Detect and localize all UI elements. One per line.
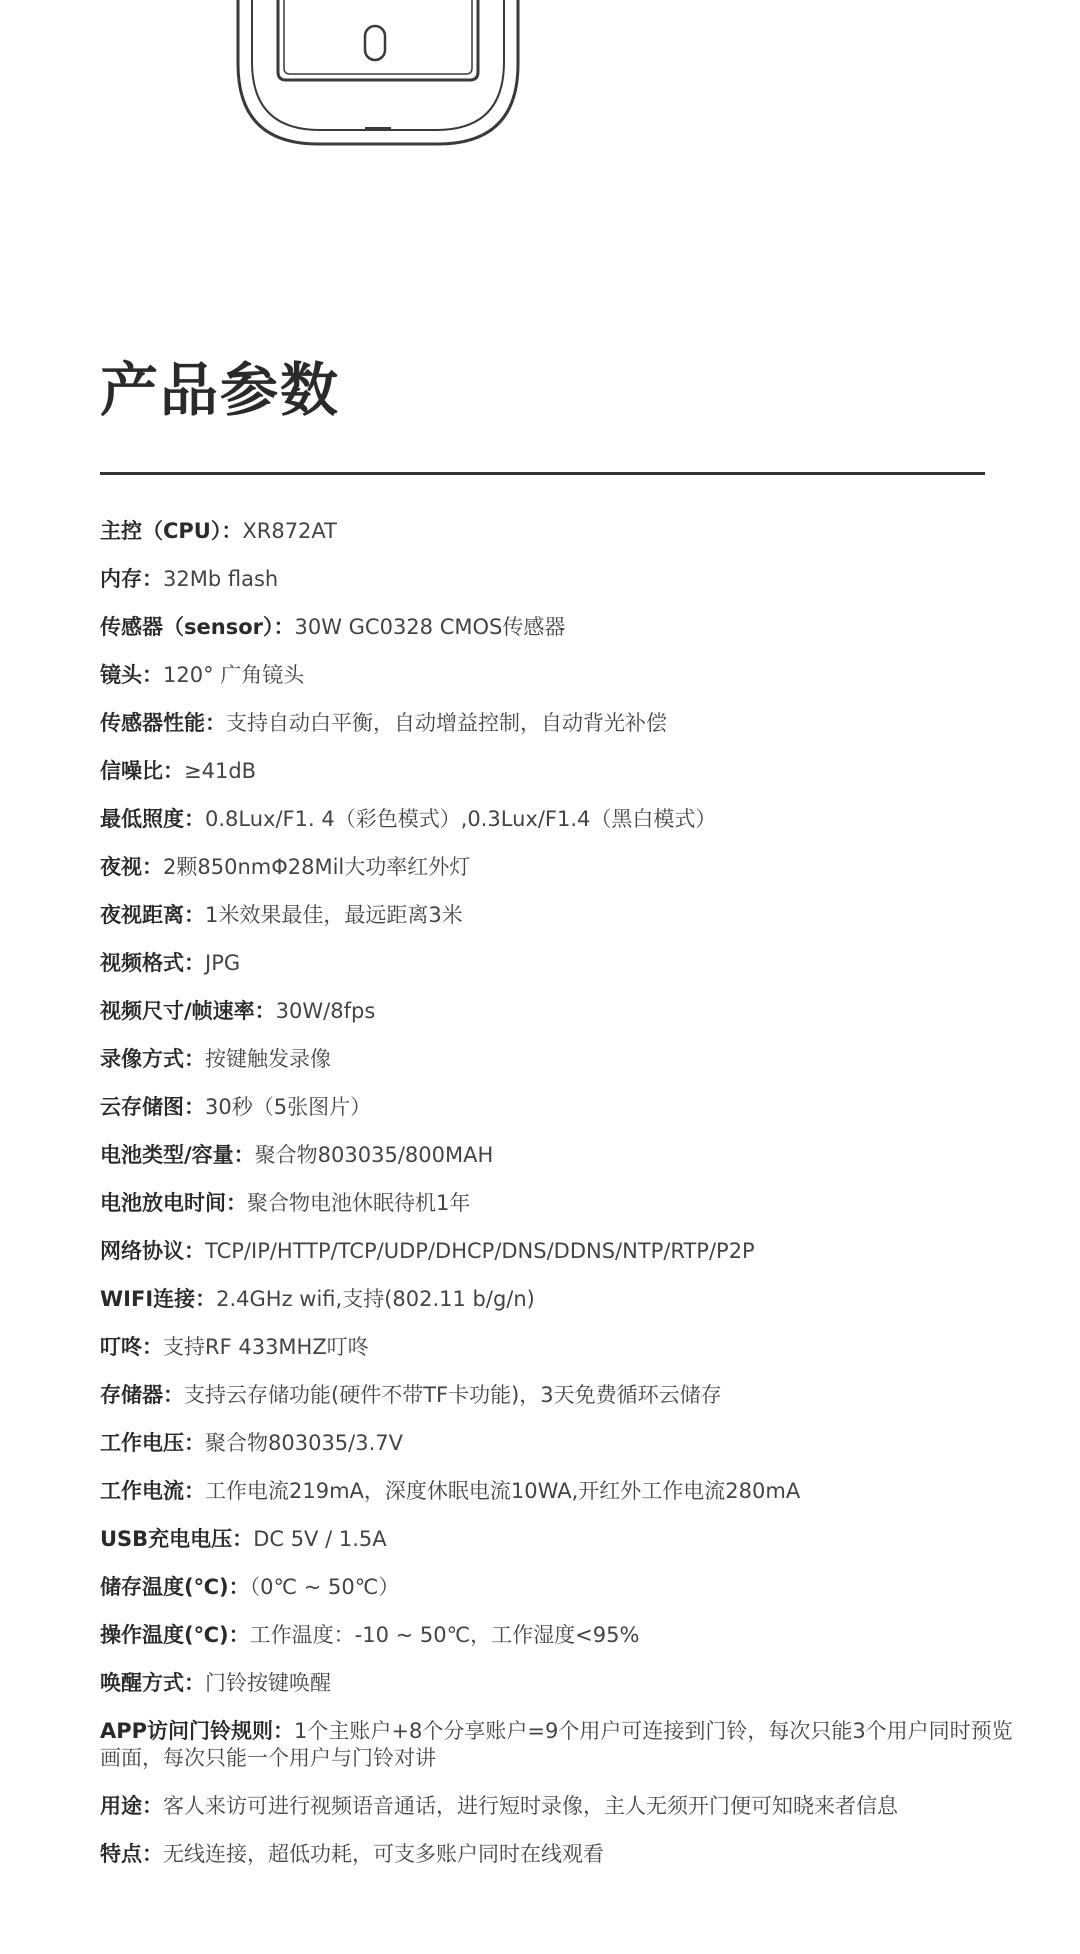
spec-label: 云存储图：	[100, 1095, 205, 1119]
spec-label: 视频格式：	[100, 951, 205, 975]
spec-label: 工作电流：	[100, 1479, 205, 1503]
spec-value: 支持RF 433MHZ叮咚	[163, 1335, 369, 1359]
spec-value: 30秒（5张图片）	[205, 1095, 372, 1119]
spec-value: 聚合物电池休眠待机1年	[247, 1191, 471, 1215]
spec-row-usage	[100, 1793, 1020, 1841]
spec-label: 存储器：	[100, 1383, 184, 1407]
spec-label: 视频尺寸/帧速率：	[100, 999, 276, 1023]
spec-label: 镜头：	[100, 663, 163, 687]
spec-value: 客人来访可进行视频语音通话，进行短时录像，主人无须开门便可知晓来者信息	[163, 1794, 898, 1818]
spec-row-operating-voltage	[100, 1430, 1020, 1478]
spec-row-cpu	[100, 518, 1020, 566]
spec-row-night-vision	[100, 854, 1020, 902]
spec-value: DC 5V / 1.5A	[253, 1527, 387, 1551]
spec-label: 操作温度(℃)：	[100, 1623, 250, 1647]
title-divider	[100, 472, 985, 475]
spec-value: ≥41dB	[184, 759, 257, 783]
spec-value: 聚合物803035/800MAH	[254, 1143, 494, 1167]
spec-label: 电池类型/容量：	[100, 1143, 255, 1167]
spec-value: 工作电流219mA，深度休眠电流10WA,开红外工作电流280mA	[205, 1479, 801, 1503]
spec-row-battery-discharge-time	[100, 1190, 1020, 1238]
spec-value: 32Mb flash	[163, 567, 279, 591]
spec-row-sensor	[100, 614, 1020, 662]
spec-value: 支持自动白平衡，自动增益控制，自动背光补偿	[226, 711, 667, 735]
spec-value: 30W/8fps	[275, 999, 376, 1023]
spec-label: 夜视距离：	[100, 903, 205, 927]
doorbell-device-illustration	[0, 0, 1080, 150]
spec-row-network-protocol	[100, 1238, 1020, 1286]
spec-value: 2.4GHz wifi,支持(802.11 b/g/n)	[216, 1287, 535, 1311]
spec-value: 1个主账户+8个分享账户=9个用户可连接到门铃，每次只能3个用户同时预览画面，每次只能一个用户与门铃对讲	[100, 1719, 1013, 1770]
spec-label: 工作电压：	[100, 1431, 205, 1455]
spec-row-memory	[100, 566, 1020, 614]
spec-row-chime	[100, 1334, 1020, 1382]
spec-row-storage	[100, 1382, 1020, 1430]
spec-row-features	[100, 1841, 1020, 1889]
spec-row-sensor-performance	[100, 710, 1020, 758]
spec-value: 按键触发录像	[205, 1047, 331, 1071]
spec-label: 用途：	[100, 1794, 163, 1818]
spec-label: 唤醒方式：	[100, 1671, 205, 1695]
spec-list	[100, 518, 1020, 1889]
spec-value: （0℃ ~ 50℃）	[249, 1575, 400, 1599]
spec-label: 最低照度：	[100, 807, 205, 831]
spec-label: 信噪比：	[100, 759, 184, 783]
spec-row-app-access-rules	[100, 1718, 1020, 1793]
spec-row-cloud-storage-images	[100, 1094, 1020, 1142]
spec-value: JPG	[205, 951, 241, 975]
spec-row-snr	[100, 758, 1020, 806]
spec-value: 1米效果最佳，最远距离3米	[205, 903, 463, 927]
spec-value: 门铃按键唤醒	[205, 1671, 331, 1695]
spec-row-usb-charging-voltage	[100, 1526, 1020, 1574]
spec-row-min-illumination	[100, 806, 1020, 854]
spec-row-video-size-framerate	[100, 998, 1020, 1046]
spec-label: 电池放电时间：	[100, 1191, 247, 1215]
spec-row-video-format	[100, 950, 1020, 998]
spec-label: 储存温度(℃)：	[100, 1575, 250, 1599]
spec-row-operating-temperature	[100, 1622, 1020, 1670]
spec-label: WIFI连接：	[100, 1287, 217, 1311]
spec-label: 主控（CPU）：	[100, 519, 243, 543]
spec-row-recording-mode	[100, 1046, 1020, 1094]
spec-row-operating-current	[100, 1478, 1020, 1526]
spec-row-storage-temperature	[100, 1574, 1020, 1622]
spec-label: 录像方式：	[100, 1047, 205, 1071]
spec-row-wake-mode	[100, 1670, 1020, 1718]
spec-value: 支持云存储功能(硬件不带TF卡功能)，3天免费循环云储存	[184, 1383, 722, 1407]
spec-value: 120° 广角镜头	[163, 663, 305, 687]
spec-label: APP访问门铃规则：	[100, 1719, 295, 1743]
spec-value: 0.8Lux/F1. 4（彩色模式）,0.3Lux/F1.4（黑白模式）	[205, 807, 717, 831]
spec-row-wifi	[100, 1286, 1020, 1334]
spec-value: 30W GC0328 CMOS传感器	[294, 615, 566, 639]
spec-label: 网络协议：	[100, 1239, 205, 1263]
spec-label: 内存：	[100, 567, 163, 591]
spec-label: USB充电电压：	[100, 1527, 254, 1551]
spec-label: 传感器性能：	[100, 711, 226, 735]
spec-value: 聚合物803035/3.7V	[205, 1431, 404, 1455]
spec-label: 传感器（sensor）：	[100, 615, 295, 639]
spec-row-battery-type-capacity	[100, 1142, 1020, 1190]
spec-value: XR872AT	[242, 519, 337, 543]
spec-value: TCP/IP/HTTP/TCP/UDP/DHCP/DNS/DDNS/NTP/RTP/P2P	[205, 1239, 755, 1263]
spec-label: 叮咚：	[100, 1335, 163, 1359]
spec-value: 无线连接，超低功耗，可支多账户同时在线观看	[163, 1842, 604, 1866]
page-title: 产品参数	[100, 356, 341, 424]
spec-label: 夜视：	[100, 855, 163, 879]
spec-value: 工作温度：-10 ~ 50℃，工作湿度<95%	[249, 1623, 640, 1647]
spec-row-night-vision-distance	[100, 902, 1020, 950]
spec-value: 2颗850nmΦ28Mil大功率红外灯	[163, 855, 471, 879]
spec-label: 特点：	[100, 1842, 163, 1866]
spec-row-lens	[100, 662, 1020, 710]
